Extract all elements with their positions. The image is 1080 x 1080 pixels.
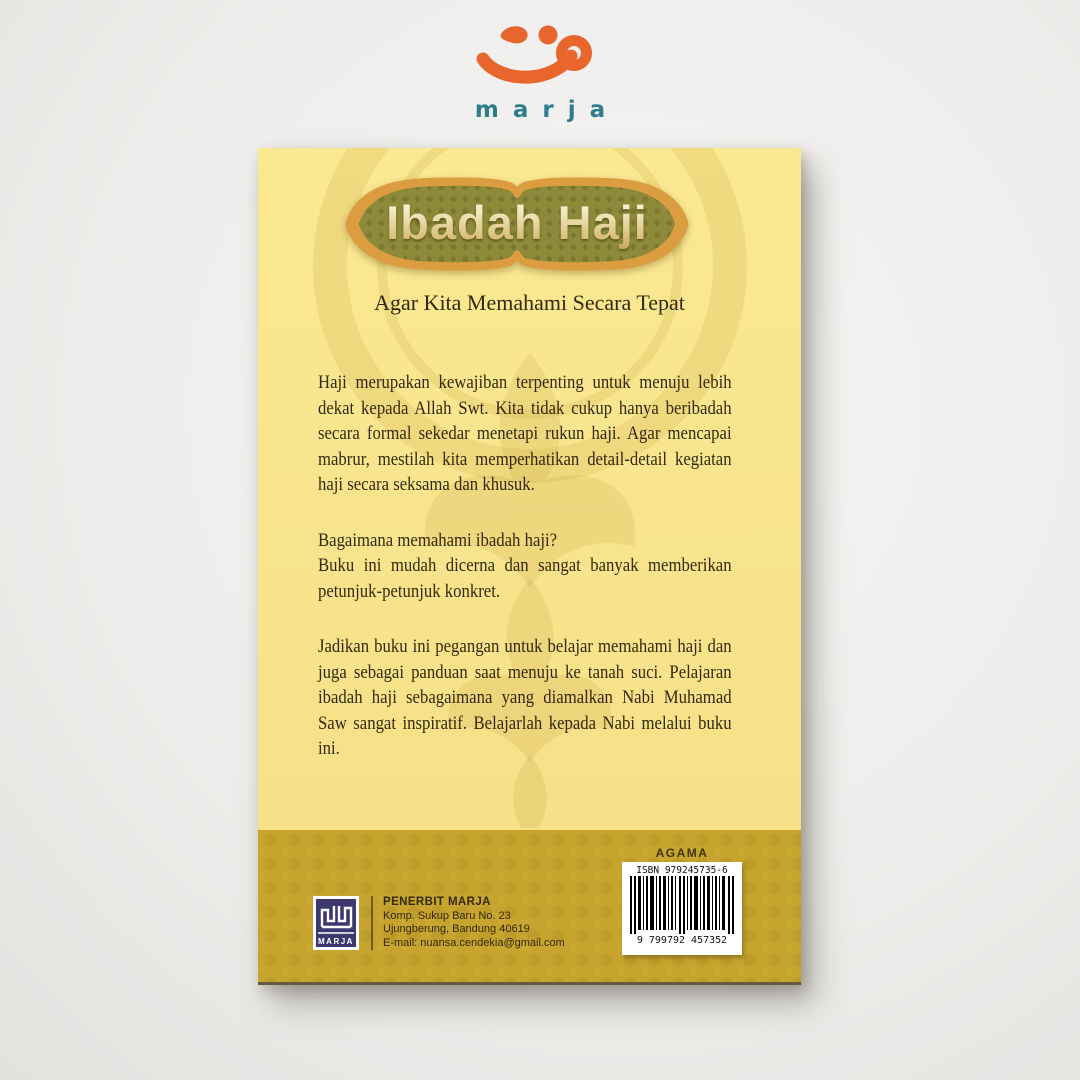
barcode-isbn-text: ISBN 979245735-6 <box>636 865 728 876</box>
publisher-address-line1: Komp. Sukup Baru No. 23 <box>383 909 511 922</box>
marja-meem-swirl-icon <box>475 22 605 95</box>
category-label: AGAMA <box>655 846 709 860</box>
brand-wordmark: marja <box>474 97 620 123</box>
publisher-logo-text: MARJA <box>318 937 354 946</box>
title-banner <box>344 164 690 284</box>
synopsis-paragraph-3: Jadikan buku ini pegangan untuk belajar memahami haji dan juga sebagai panduan saat menuju ke tanah suci. Pelajaran ibadah haji sebagaimana yang diamalkan Nabi Muhamad Saw sangat inspiratif. Belajarlah kepada Nabi melalui buku ini. <box>318 636 732 759</box>
book-cover <box>258 148 801 985</box>
barcode-digits: 9 799792 457352 <box>636 935 728 946</box>
book-subtitle: Agar Kita Memahami Secara Tepat <box>374 290 685 315</box>
synopsis-question: Bagaimana memahami ibadah haji? <box>318 529 558 551</box>
publisher-name: PENERBIT MARJA <box>383 896 491 908</box>
publisher-address-line2: Ujungberung, Bandung 40619 <box>383 923 530 935</box>
synopsis-answer: Buku ini mudah dicerna dan sangat banyak memberikan petunjuk-petunjuk konkret. <box>318 555 732 602</box>
synopsis-paragraph-1: Haji merupakan kewajiban terpenting untuk menuju lebih dekat kepada Allah Swt. Kita tidak cukup hanya beribadah secara formal sekedar menetapi rukun haji. Agar mencapai mabrur, mestilah kita memperhatikan detail-detail kegiatan haji secara seksama dan khusuk. <box>318 372 732 495</box>
publisher-email: E-mail: nuansa.cendekia@gmail.com <box>383 936 565 949</box>
synopsis <box>318 370 732 762</box>
marja-kufic-logo-icon <box>313 896 359 950</box>
book-title: Ibadah Haji <box>344 164 690 284</box>
book-back-cover <box>258 148 801 982</box>
barcode-bars <box>629 876 735 934</box>
publisher-block <box>313 896 565 950</box>
divider <box>371 896 373 950</box>
brand-header <box>0 22 1080 123</box>
publisher-info <box>383 896 565 950</box>
footer-band <box>258 830 801 982</box>
barcode <box>622 862 742 955</box>
